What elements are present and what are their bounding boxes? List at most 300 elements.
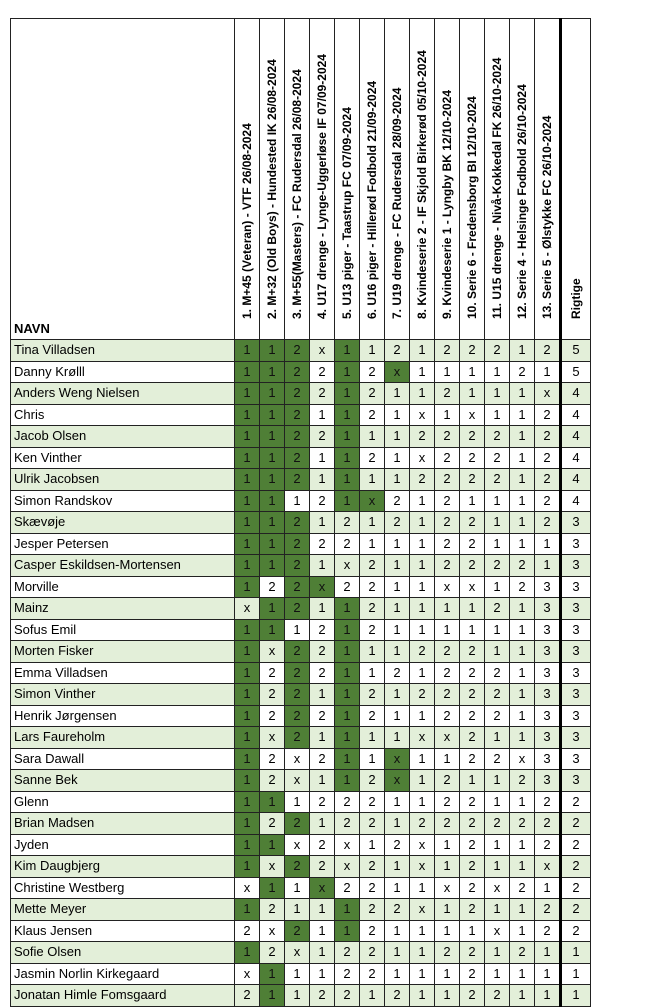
- pick-cell: x: [385, 770, 410, 792]
- correct-count: 3: [561, 555, 591, 577]
- pick-cell: 2: [435, 533, 460, 555]
- match-column-header: [310, 19, 335, 340]
- match-label: 12. Serie 4 - Helsinge Fodbold 26/10-2024: [515, 84, 529, 319]
- pick-cell: x: [335, 555, 360, 577]
- pick-cell: 2: [260, 748, 285, 770]
- participant-name: Brian Madsen: [11, 813, 235, 835]
- pick-cell: 2: [385, 985, 410, 1007]
- pick-cell: 1: [510, 727, 535, 749]
- pick-cell: 2: [435, 662, 460, 684]
- pick-cell: 2: [310, 985, 335, 1007]
- pick-cell: 2: [310, 662, 335, 684]
- pick-cell: 2: [285, 426, 310, 448]
- table-row: [11, 598, 591, 620]
- pick-cell: 1: [260, 791, 285, 813]
- pick-cell: 2: [510, 770, 535, 792]
- pick-cell: 2: [385, 512, 410, 534]
- pick-cell: 1: [385, 705, 410, 727]
- pick-cell: 1: [535, 985, 561, 1007]
- participant-name: Tina Villadsen: [11, 340, 235, 362]
- pick-cell: 1: [335, 598, 360, 620]
- table-row: [11, 770, 591, 792]
- pick-cell: 3: [535, 770, 561, 792]
- match-label: 5. U13 piger - Taastrup FC 07/09-2024: [340, 107, 354, 319]
- match-column-header: [485, 19, 510, 340]
- pick-cell: 2: [435, 555, 460, 577]
- table-row: [11, 641, 591, 663]
- participant-name: Casper Eskildsen-Mortensen: [11, 555, 235, 577]
- pick-cell: 1: [235, 662, 260, 684]
- pick-cell: x: [285, 770, 310, 792]
- pick-cell: 2: [335, 877, 360, 899]
- pick-cell: 1: [385, 383, 410, 405]
- pick-cell: 3: [535, 576, 561, 598]
- pick-cell: x: [410, 834, 435, 856]
- correct-count: 3: [561, 705, 591, 727]
- pick-cell: x: [310, 576, 335, 598]
- pick-cell: 1: [385, 576, 410, 598]
- correct-count: 3: [561, 662, 591, 684]
- pick-cell: 2: [460, 555, 485, 577]
- pick-cell: 2: [435, 684, 460, 706]
- pick-cell: 2: [435, 469, 460, 491]
- pick-cell: 1: [510, 447, 535, 469]
- pick-cell: 2: [360, 770, 385, 792]
- pick-cell: 1: [310, 727, 335, 749]
- pick-cell: 1: [485, 856, 510, 878]
- pick-cell: 1: [260, 340, 285, 362]
- pick-cell: 1: [310, 447, 335, 469]
- pick-cell: 2: [310, 791, 335, 813]
- pick-cell: 1: [235, 404, 260, 426]
- correct-count: 3: [561, 770, 591, 792]
- pick-cell: 3: [535, 727, 561, 749]
- match-label: 9. Kvindeserie 1 - Lyngby BK 12/10-2024: [440, 90, 454, 319]
- pick-cell: 1: [235, 555, 260, 577]
- pick-cell: x: [235, 963, 260, 985]
- participant-name: Kim Daugbjerg: [11, 856, 235, 878]
- pick-cell: 3: [535, 684, 561, 706]
- pick-cell: 1: [360, 748, 385, 770]
- pick-cell: 1: [510, 705, 535, 727]
- pick-cell: 2: [510, 942, 535, 964]
- pick-cell: 1: [510, 899, 535, 921]
- pick-cell: 2: [410, 684, 435, 706]
- pick-cell: 2: [435, 447, 460, 469]
- correct-count: 3: [561, 619, 591, 641]
- pick-cell: 2: [535, 512, 561, 534]
- pick-cell: 2: [535, 899, 561, 921]
- participant-name: Ken Vinther: [11, 447, 235, 469]
- pick-cell: 2: [510, 813, 535, 835]
- pick-cell: 2: [460, 512, 485, 534]
- pick-cell: x: [485, 920, 510, 942]
- pick-cell: 1: [510, 963, 535, 985]
- pick-cell: 2: [360, 361, 385, 383]
- pick-cell: 1: [385, 856, 410, 878]
- pick-cell: 1: [535, 942, 561, 964]
- pick-cell: 1: [385, 598, 410, 620]
- match-label: 4. U17 drenge - Lynge-Uggerløse IF 07/09-2024: [315, 54, 329, 319]
- pick-cell: 1: [410, 598, 435, 620]
- pick-cell: 1: [385, 942, 410, 964]
- pick-cell: 1: [435, 361, 460, 383]
- pick-cell: 2: [460, 469, 485, 491]
- pick-cell: 1: [510, 512, 535, 534]
- pick-cell: 2: [460, 834, 485, 856]
- pick-cell: 2: [335, 963, 360, 985]
- pick-cell: 1: [410, 533, 435, 555]
- match-column-header: [460, 19, 485, 340]
- pick-cell: 2: [510, 576, 535, 598]
- pick-cell: 2: [460, 877, 485, 899]
- pick-cell: 2: [485, 598, 510, 620]
- pick-cell: 1: [310, 899, 335, 921]
- match-column-header: [335, 19, 360, 340]
- pick-cell: x: [535, 383, 561, 405]
- pick-cell: 2: [485, 662, 510, 684]
- pick-cell: 1: [385, 426, 410, 448]
- participant-name: Morten Fisker: [11, 641, 235, 663]
- participant-name: Glenn: [11, 791, 235, 813]
- pick-cell: 1: [510, 856, 535, 878]
- pick-cell: 1: [235, 856, 260, 878]
- pick-cell: 2: [285, 813, 310, 835]
- correct-count: 3: [561, 576, 591, 598]
- pick-cell: 1: [235, 899, 260, 921]
- correct-label: Rigtige: [569, 278, 583, 319]
- pick-cell: 2: [310, 383, 335, 405]
- pick-cell: 1: [485, 770, 510, 792]
- pick-cell: 1: [235, 533, 260, 555]
- pick-cell: 2: [460, 942, 485, 964]
- pick-cell: 2: [335, 533, 360, 555]
- correct-count: 2: [561, 899, 591, 921]
- correct-count: 3: [561, 641, 591, 663]
- pick-cell: 1: [235, 684, 260, 706]
- pick-cell: 2: [460, 813, 485, 835]
- pick-cell: 1: [285, 619, 310, 641]
- pick-cell: 3: [535, 748, 561, 770]
- pick-cell: 2: [310, 533, 335, 555]
- pick-cell: 1: [335, 920, 360, 942]
- correct-count: 1: [561, 985, 591, 1007]
- table-row: [11, 447, 591, 469]
- pick-cell: 1: [485, 899, 510, 921]
- pick-cell: 2: [285, 705, 310, 727]
- pick-cell: 2: [435, 705, 460, 727]
- pick-cell: 1: [410, 662, 435, 684]
- pick-cell: 1: [235, 748, 260, 770]
- pick-cell: 1: [285, 877, 310, 899]
- pick-cell: 2: [485, 447, 510, 469]
- pick-cell: 1: [335, 340, 360, 362]
- pick-cell: 1: [235, 727, 260, 749]
- pick-cell: 1: [385, 619, 410, 641]
- pick-cell: 2: [460, 641, 485, 663]
- pick-cell: 2: [385, 340, 410, 362]
- pick-cell: 2: [285, 920, 310, 942]
- table-row: [11, 748, 591, 770]
- table-body: [11, 340, 591, 1007]
- participant-name: Mainz: [11, 598, 235, 620]
- pick-cell: 2: [535, 447, 561, 469]
- pick-cell: 1: [360, 662, 385, 684]
- pick-cell: 1: [310, 512, 335, 534]
- table-row: [11, 340, 591, 362]
- pick-cell: 1: [385, 813, 410, 835]
- correct-count: 2: [561, 920, 591, 942]
- pick-cell: 2: [410, 469, 435, 491]
- pick-cell: 1: [535, 533, 561, 555]
- pick-cell: x: [435, 727, 460, 749]
- pick-cell: 1: [260, 619, 285, 641]
- pick-cell: 1: [360, 426, 385, 448]
- pick-cell: 2: [460, 662, 485, 684]
- pick-cell: 2: [535, 404, 561, 426]
- pick-cell: 2: [360, 920, 385, 942]
- pick-cell: 2: [260, 576, 285, 598]
- pick-cell: 2: [360, 555, 385, 577]
- pick-cell: 2: [535, 426, 561, 448]
- participant-name: Ulrik Jacobsen: [11, 469, 235, 491]
- pick-cell: 1: [310, 404, 335, 426]
- pick-cell: 1: [435, 899, 460, 921]
- pick-cell: 2: [360, 598, 385, 620]
- pick-cell: 1: [335, 770, 360, 792]
- pick-cell: 1: [410, 576, 435, 598]
- pick-cell: 2: [285, 404, 310, 426]
- table-row: [11, 791, 591, 813]
- participant-name: Lars Faureholm: [11, 727, 235, 749]
- pick-cell: 1: [260, 490, 285, 512]
- pick-cell: 1: [435, 963, 460, 985]
- pick-cell: 2: [485, 426, 510, 448]
- pick-cell: 2: [310, 490, 335, 512]
- pick-cell: 1: [235, 770, 260, 792]
- pick-cell: 1: [510, 619, 535, 641]
- correct-count: 1: [561, 963, 591, 985]
- pick-cell: 2: [360, 447, 385, 469]
- pick-cell: 2: [535, 813, 561, 835]
- table-row: [11, 383, 591, 405]
- pick-cell: 1: [510, 340, 535, 362]
- pick-cell: 1: [335, 404, 360, 426]
- pick-cell: 1: [535, 555, 561, 577]
- pick-cell: 2: [435, 641, 460, 663]
- pick-cell: x: [260, 856, 285, 878]
- pick-cell: 2: [360, 705, 385, 727]
- pick-cell: 1: [310, 813, 335, 835]
- pick-cell: 3: [535, 662, 561, 684]
- pick-cell: 2: [285, 361, 310, 383]
- pick-cell: 1: [360, 641, 385, 663]
- pick-cell: x: [260, 920, 285, 942]
- correct-column-header: [561, 19, 591, 340]
- pick-cell: 2: [435, 813, 460, 835]
- table-row: [11, 813, 591, 835]
- match-label: 7. U19 drenge - FC Rudersdal 28/09-2024: [390, 87, 404, 319]
- pick-cell: 1: [235, 469, 260, 491]
- pick-cell: 1: [485, 383, 510, 405]
- pick-cell: 1: [385, 877, 410, 899]
- participant-name: Anders Weng Nielsen: [11, 383, 235, 405]
- pick-cell: 1: [385, 641, 410, 663]
- correct-count: 2: [561, 834, 591, 856]
- pick-cell: 1: [385, 920, 410, 942]
- pick-cell: 2: [260, 770, 285, 792]
- pick-cell: 1: [485, 942, 510, 964]
- correct-count: 3: [561, 533, 591, 555]
- participant-name: Klaus Jensen: [11, 920, 235, 942]
- pick-cell: 1: [260, 555, 285, 577]
- pick-cell: 2: [285, 598, 310, 620]
- pick-cell: 1: [535, 963, 561, 985]
- pick-cell: x: [385, 361, 410, 383]
- pick-cell: 2: [285, 512, 310, 534]
- pick-cell: 1: [385, 469, 410, 491]
- pick-cell: 2: [285, 555, 310, 577]
- pick-cell: x: [310, 877, 335, 899]
- pick-cell: 1: [335, 619, 360, 641]
- match-label: 8. Kvindeserie 2 - IF Skjold Birkerød 05/10-2024: [415, 50, 429, 319]
- pick-cell: 3: [535, 641, 561, 663]
- match-column-header: [410, 19, 435, 340]
- pick-cell: 1: [510, 985, 535, 1007]
- participant-name: Sofie Olsen: [11, 942, 235, 964]
- pick-cell: 1: [260, 834, 285, 856]
- pick-cell: 1: [385, 404, 410, 426]
- pick-cell: 1: [335, 727, 360, 749]
- table-row: [11, 619, 591, 641]
- match-label: 6. U16 piger - Hillerød Fodbold 21/09-2024: [365, 80, 379, 319]
- pick-cell: 1: [510, 791, 535, 813]
- pick-cell: x: [435, 576, 460, 598]
- pick-cell: 1: [235, 576, 260, 598]
- pick-cell: 1: [310, 555, 335, 577]
- pick-cell: 2: [260, 705, 285, 727]
- correct-count: 3: [561, 512, 591, 534]
- pick-cell: 1: [485, 576, 510, 598]
- pick-cell: 1: [460, 619, 485, 641]
- pick-cell: 1: [235, 490, 260, 512]
- correct-count: 2: [561, 791, 591, 813]
- pick-cell: x: [235, 598, 260, 620]
- pick-cell: 2: [460, 426, 485, 448]
- pick-cell: 2: [485, 684, 510, 706]
- pick-cell: 2: [285, 340, 310, 362]
- pick-cell: 1: [235, 340, 260, 362]
- match-label: 1. M+45 (Veteran) - VTF 26/08-2024: [240, 123, 254, 319]
- pick-cell: 1: [235, 447, 260, 469]
- pick-cell: 2: [460, 856, 485, 878]
- pick-cell: 1: [435, 834, 460, 856]
- participant-name: Sofus Emil: [11, 619, 235, 641]
- pick-cell: 1: [335, 705, 360, 727]
- prediction-table: [10, 18, 591, 1007]
- pick-cell: 2: [460, 727, 485, 749]
- participant-name: Sanne Bek: [11, 770, 235, 792]
- pick-cell: 2: [310, 748, 335, 770]
- pick-cell: 1: [385, 791, 410, 813]
- pick-cell: 2: [460, 447, 485, 469]
- match-label: 13. Serie 5 - Ølstykke FC 26/10-2024: [540, 115, 554, 319]
- participant-name: Morville: [11, 576, 235, 598]
- pick-cell: 1: [510, 404, 535, 426]
- match-column-header: [535, 19, 561, 340]
- correct-count: 3: [561, 598, 591, 620]
- pick-cell: 1: [235, 361, 260, 383]
- pick-cell: 2: [535, 791, 561, 813]
- match-label: 2. M+32 (Old Boys) - Hundested IK 26/08-2024: [265, 59, 279, 319]
- pick-cell: 2: [360, 963, 385, 985]
- pick-cell: 2: [410, 813, 435, 835]
- table-row: [11, 705, 591, 727]
- pick-cell: 1: [235, 942, 260, 964]
- pick-cell: 2: [235, 985, 260, 1007]
- correct-count: 5: [561, 361, 591, 383]
- pick-cell: 2: [310, 705, 335, 727]
- pick-cell: 2: [360, 942, 385, 964]
- pick-cell: 1: [335, 490, 360, 512]
- pick-cell: 1: [260, 985, 285, 1007]
- pick-cell: 1: [460, 770, 485, 792]
- table-row: [11, 834, 591, 856]
- name-column-header: NAVN: [11, 19, 235, 340]
- pick-cell: x: [410, 727, 435, 749]
- pick-cell: 1: [410, 383, 435, 405]
- pick-cell: 1: [260, 426, 285, 448]
- pick-cell: 1: [235, 383, 260, 405]
- pick-cell: 2: [260, 684, 285, 706]
- pick-cell: 1: [335, 469, 360, 491]
- pick-cell: 1: [510, 469, 535, 491]
- pick-cell: 1: [285, 985, 310, 1007]
- participant-name: Jacob Olsen: [11, 426, 235, 448]
- pick-cell: 2: [385, 490, 410, 512]
- pick-cell: 1: [335, 899, 360, 921]
- pick-cell: 1: [385, 963, 410, 985]
- pick-cell: 1: [360, 533, 385, 555]
- pick-cell: 1: [535, 361, 561, 383]
- participant-name: Jasmin Norlin Kirkegaard: [11, 963, 235, 985]
- pick-cell: 2: [535, 469, 561, 491]
- pick-cell: 2: [460, 899, 485, 921]
- pick-cell: x: [335, 834, 360, 856]
- pick-cell: 2: [360, 576, 385, 598]
- pick-cell: 2: [235, 920, 260, 942]
- pick-cell: 1: [410, 985, 435, 1007]
- pick-cell: 2: [435, 791, 460, 813]
- pick-cell: 1: [410, 920, 435, 942]
- pick-cell: 1: [260, 598, 285, 620]
- pick-cell: 2: [535, 834, 561, 856]
- pick-cell: 1: [460, 598, 485, 620]
- pick-cell: 2: [360, 813, 385, 835]
- pick-cell: 1: [310, 963, 335, 985]
- table-row: [11, 877, 591, 899]
- pick-cell: 1: [460, 361, 485, 383]
- pick-cell: 1: [335, 383, 360, 405]
- pick-cell: 1: [385, 447, 410, 469]
- pick-cell: 1: [410, 361, 435, 383]
- pick-cell: x: [335, 856, 360, 878]
- pick-cell: 1: [435, 598, 460, 620]
- pick-cell: 2: [285, 662, 310, 684]
- pick-cell: 1: [285, 490, 310, 512]
- pick-cell: 1: [310, 598, 335, 620]
- pick-cell: 1: [410, 340, 435, 362]
